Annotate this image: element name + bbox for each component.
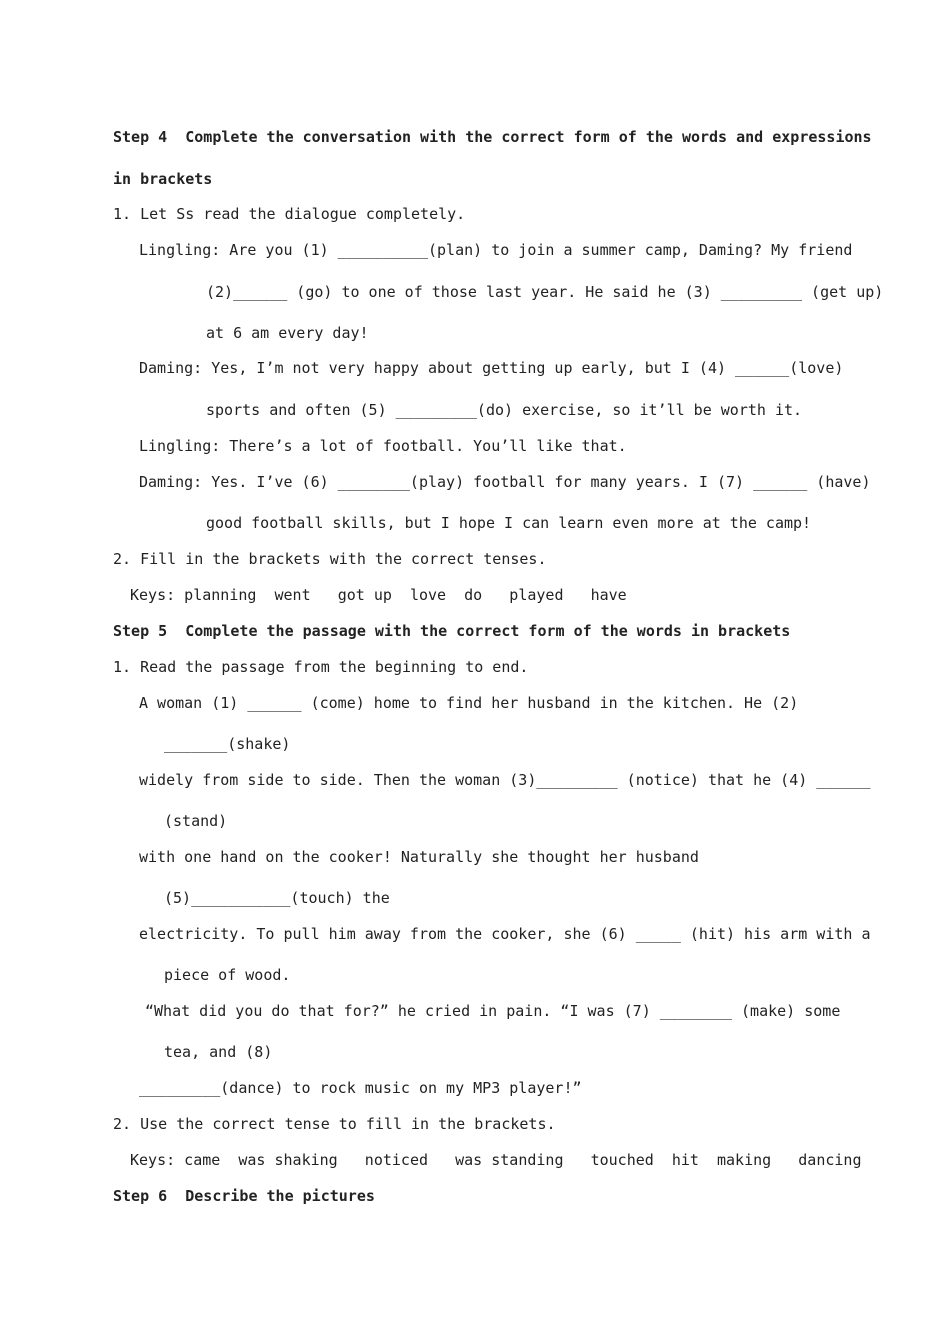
dialogue-line: at 6 am every day! (206, 324, 369, 342)
dialogue-line: Lingling: There’s a lot of football. You’ll like that. (139, 437, 627, 455)
step4-heading-line1: Step 4 Complete the conversation with the correct form of the words and expressions (113, 128, 872, 146)
dialogue-line: good football skills, but I hope I can learn even more at the camp! (206, 514, 812, 532)
step5-item2: 2. Use the correct tense to fill in the brackets. (113, 1115, 556, 1133)
passage-line: (stand) (164, 812, 228, 830)
passage-line: (5)___________(touch) the (164, 889, 390, 907)
step5-heading: Step 5 Complete the passage with the correct form of the words in brackets (113, 622, 791, 640)
step4-item1: 1. Let Ss read the dialogue completely. (113, 205, 466, 223)
step4-heading-line2: in brackets (113, 170, 213, 188)
step4-keys: Keys: planning went got up love do played have (130, 586, 627, 604)
step4-item2: 2. Fill in the brackets with the correct tenses. (113, 550, 547, 568)
step6-heading: Step 6 Describe the pictures (113, 1187, 375, 1205)
dialogue-line: sports and often (5) _________(do) exercise, so it’ll be worth it. (206, 401, 803, 419)
dialogue-line: Daming: Yes. I’ve (6) ________(play) football for many years. I (7) ______ (have) (139, 473, 871, 491)
step5-item1: 1. Read the passage from the beginning to end. (113, 658, 529, 676)
dialogue-line: Daming: Yes, I’m not very happy about getting up early, but I (4) ______(love) (139, 359, 844, 377)
passage-line: widely from side to side. Then the woman (3)_________ (notice) that he (4) ______ (139, 771, 871, 789)
dialogue-line: Lingling: Are you (1) __________(plan) to join a summer camp, Daming? My friend (139, 241, 853, 259)
passage-line: piece of wood. (164, 966, 291, 984)
passage-line: electricity. To pull him away from the cooker, she (6) _____ (hit) his arm with a (139, 925, 871, 943)
passage-line: tea, and (8) (164, 1043, 273, 1061)
passage-line: with one hand on the cooker! Naturally she thought her husband (139, 848, 699, 866)
passage-line: A woman (1) ______ (come) home to find her husband in the kitchen. He (2) (139, 694, 799, 712)
dialogue-line: (2)______ (go) to one of those last year. He said he (3) _________ (get up) (206, 283, 884, 301)
passage-line: _______(shake) (164, 735, 291, 753)
step5-keys: Keys: came was shaking noticed was standing touched hit making dancing (130, 1151, 862, 1169)
passage-line: “What did you do that for?” he cried in pain. “I was (7) ________ (make) some (145, 1002, 841, 1020)
passage-line: _________(dance) to rock music on my MP3 player!” (139, 1079, 582, 1097)
